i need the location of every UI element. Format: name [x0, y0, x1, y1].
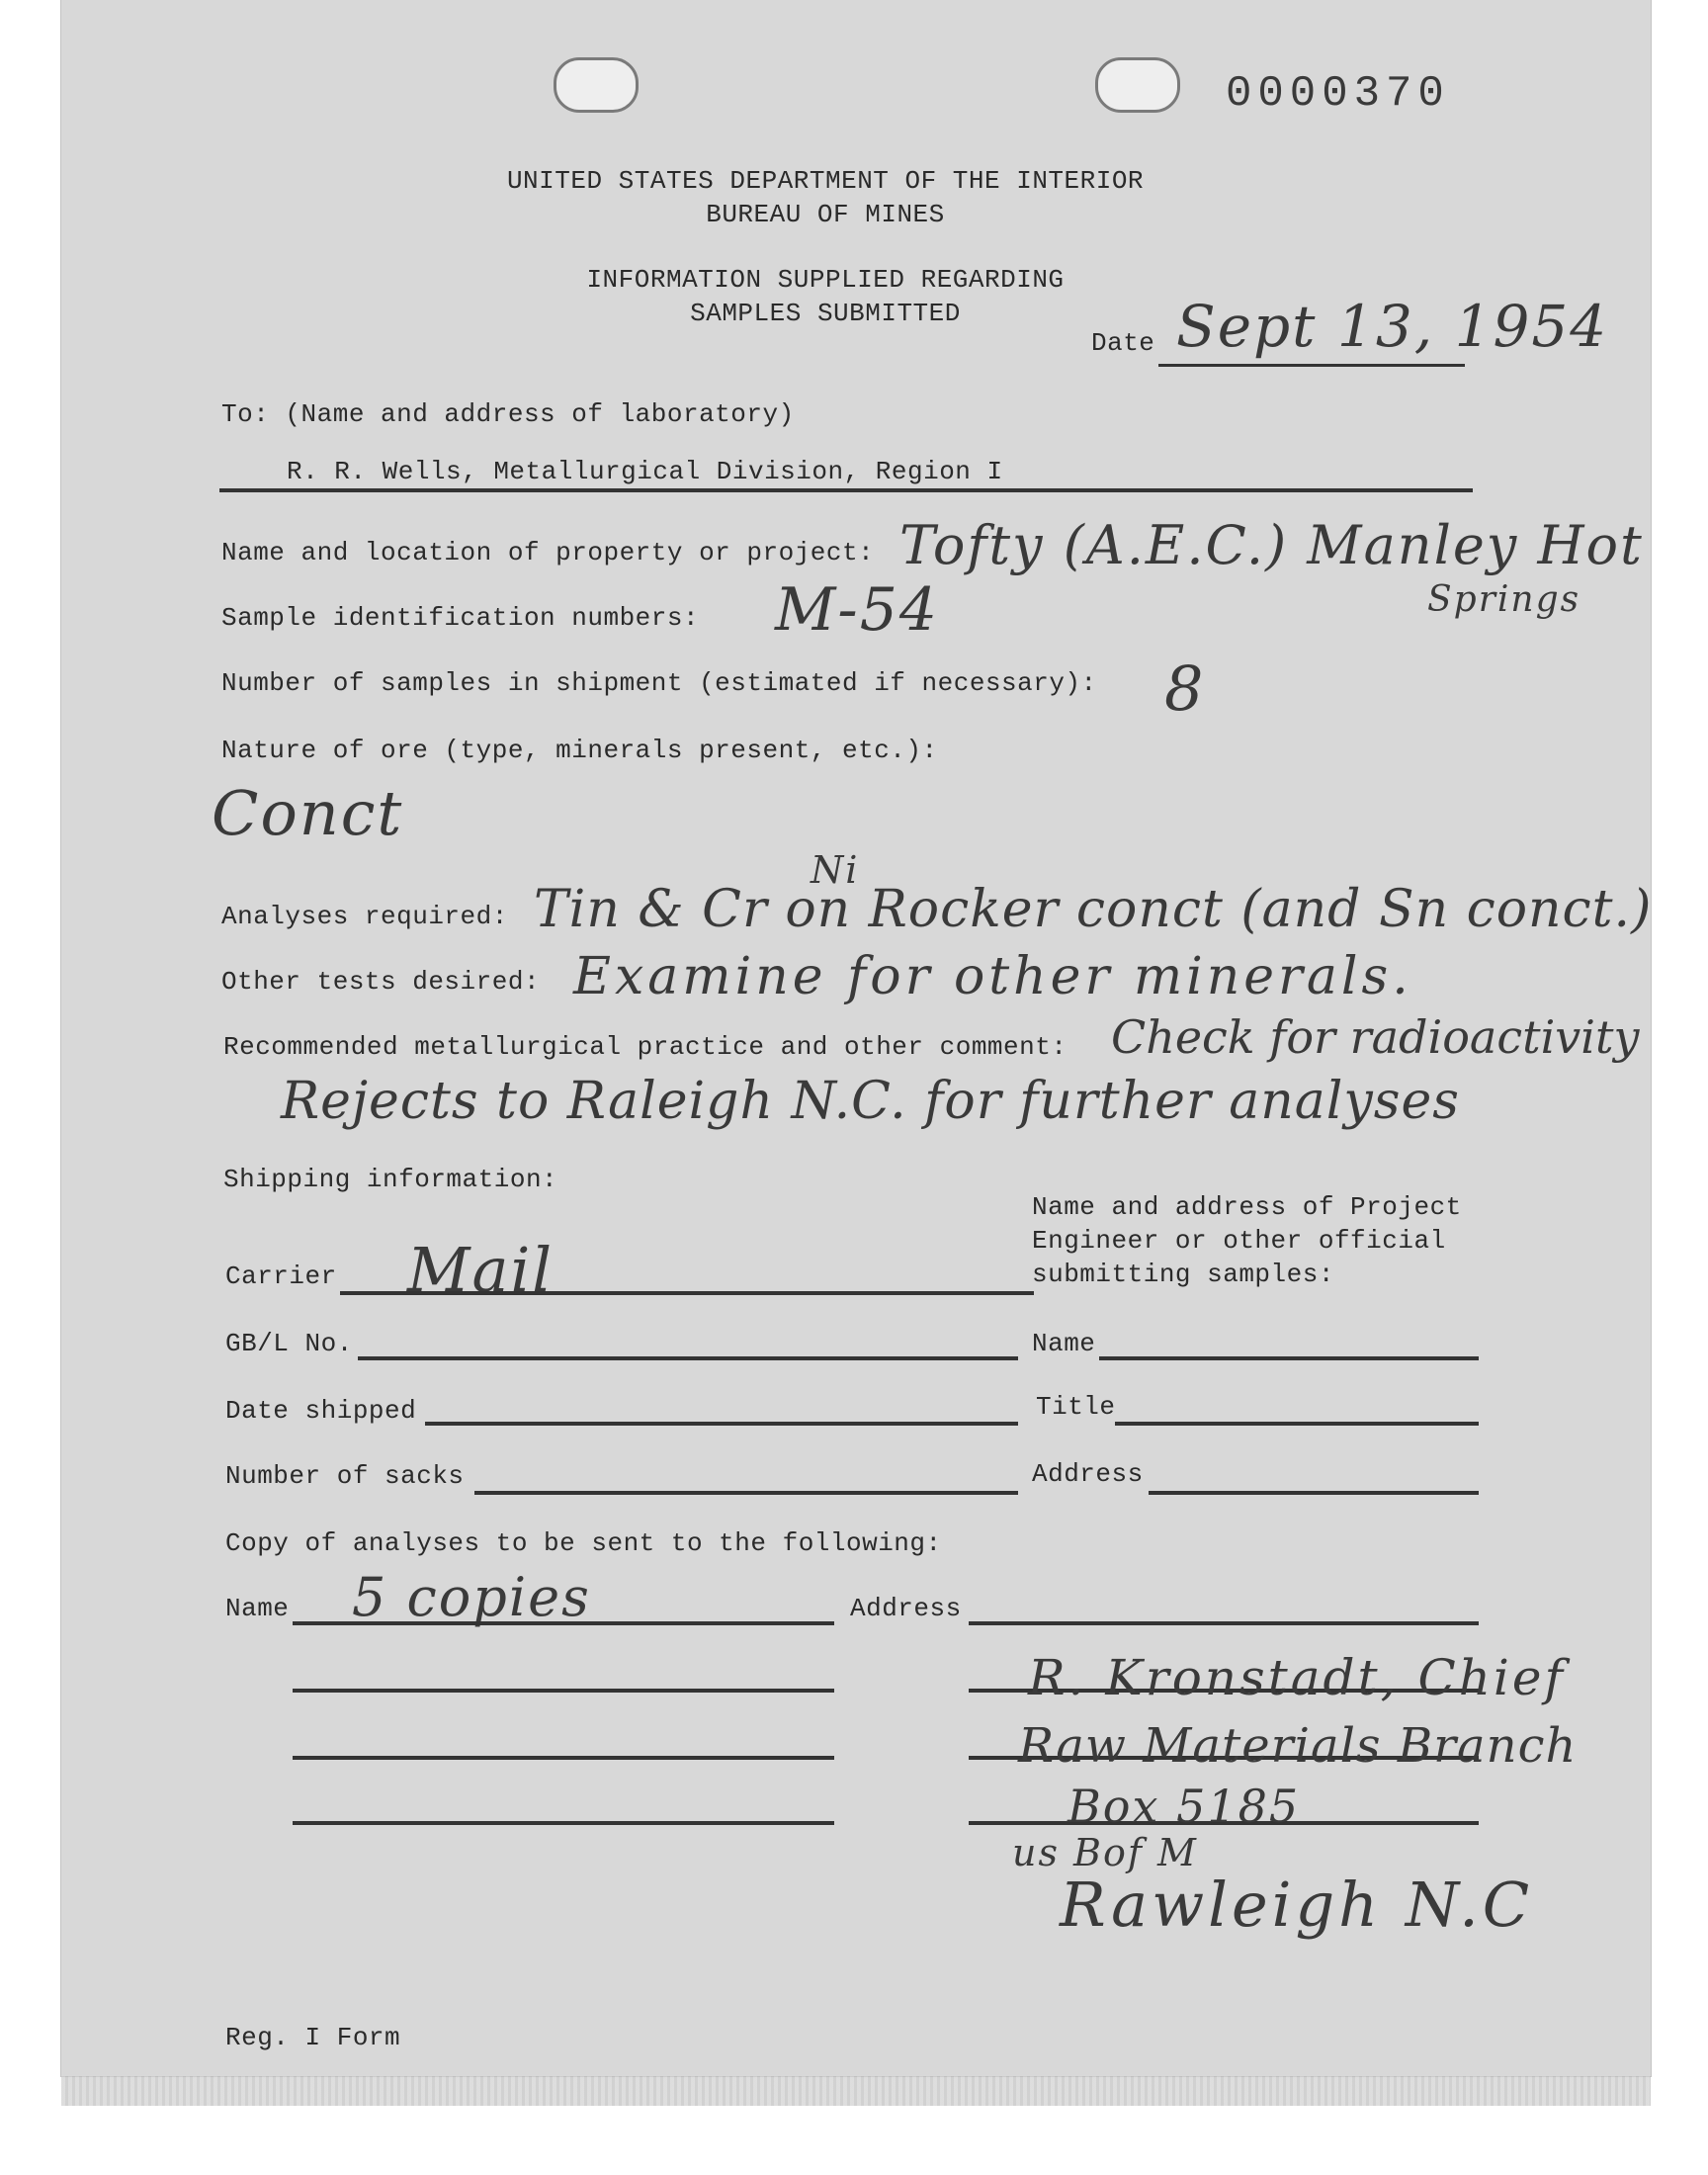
- carrier-underline: [340, 1291, 1034, 1295]
- gbl-label: GB/L No.: [225, 1329, 353, 1358]
- sacks-label: Number of sacks: [225, 1461, 465, 1491]
- date-value[interactable]: Sept 13, 1954: [1176, 293, 1609, 360]
- punch-hole-right: [1095, 57, 1180, 113]
- date-label: Date: [1091, 328, 1155, 358]
- copies-name-underline-3[interactable]: [293, 1756, 834, 1760]
- property-label: Name and location of property or project:: [221, 538, 875, 567]
- analyses-value[interactable]: Tin & Cr on Rocker conct (and Sn conct.): [534, 880, 1653, 939]
- carrier-label: Carrier: [225, 1262, 337, 1291]
- gbl-underline[interactable]: [358, 1356, 1018, 1360]
- serial-number: 0000370: [1226, 69, 1450, 119]
- num-samples-label: Number of samples in shipment (estimated if necessary):: [221, 668, 1097, 698]
- copies-address-label: Address: [850, 1594, 962, 1623]
- sacks-underline[interactable]: [474, 1491, 1018, 1495]
- copies-name-value[interactable]: 5 copies: [352, 1566, 591, 1628]
- analyses-label: Analyses required:: [221, 902, 508, 931]
- engineer-name-underline[interactable]: [1099, 1356, 1479, 1360]
- form-footer: Reg. I Form: [225, 2023, 401, 2052]
- copies-address-underline: [969, 1621, 1479, 1625]
- recommended-value-line1[interactable]: Check for radioactivity: [1111, 1010, 1640, 1064]
- engineer-title-label: Title: [1036, 1392, 1116, 1422]
- copies-name-underline-2[interactable]: [293, 1689, 834, 1693]
- property-value[interactable]: Tofty (A.E.C.) Manley Hot: [899, 514, 1644, 576]
- punch-hole-left: [554, 57, 639, 113]
- engineer-heading-line2: Engineer or other official: [1032, 1226, 1446, 1256]
- date-shipped-label: Date shipped: [225, 1396, 417, 1426]
- copies-name-underline: [293, 1621, 834, 1625]
- bureau-heading: BUREAU OF MINES: [706, 200, 945, 229]
- sample-ids-label: Sample identification numbers:: [221, 603, 700, 633]
- form-title-line1: INFORMATION SUPPLIED REGARDING: [586, 265, 1065, 295]
- department-heading: UNITED STATES DEPARTMENT OF THE INTERIOR: [506, 166, 1145, 196]
- date-shipped-underline[interactable]: [425, 1422, 1018, 1426]
- ore-nature-value[interactable]: Conct: [212, 777, 404, 849]
- copies-address-line2[interactable]: Raw Materials Branch: [1018, 1718, 1578, 1774]
- engineer-name-label: Name: [1032, 1329, 1096, 1358]
- copies-address-line4[interactable]: us Bof M: [1012, 1831, 1198, 1874]
- engineer-address-label: Address: [1032, 1459, 1144, 1489]
- shipping-label: Shipping information:: [223, 1165, 558, 1194]
- copies-address-line3[interactable]: Box 5185: [1068, 1780, 1301, 1833]
- copies-address-line5[interactable]: Rawleigh N.C: [1060, 1869, 1534, 1941]
- recommended-value-line2[interactable]: Rejects to Raleigh N.C. for further analyses: [281, 1072, 1460, 1131]
- copies-address-line1[interactable]: R. Kronstadt, Chief: [1028, 1649, 1566, 1706]
- recommended-label: Recommended metallurgical practice and other comment:: [223, 1032, 1068, 1062]
- other-tests-value[interactable]: Examine for other minerals.: [573, 947, 1412, 1006]
- copies-name-underline-4[interactable]: [293, 1821, 834, 1825]
- copies-name-label: Name: [225, 1594, 290, 1623]
- to-underline: [219, 488, 1473, 492]
- engineer-address-underline[interactable]: [1149, 1491, 1479, 1495]
- engineer-title-underline[interactable]: [1115, 1422, 1479, 1426]
- analyses-insert[interactable]: Ni: [811, 848, 860, 892]
- scan-edge-strip: [61, 2076, 1651, 2106]
- to-value[interactable]: R. R. Wells, Metallurgical Division, Region I: [287, 457, 1003, 486]
- to-label: To: (Name and address of laboratory): [221, 399, 795, 429]
- engineer-heading-line1: Name and address of Project: [1032, 1192, 1462, 1222]
- sample-ids-value[interactable]: M-54: [775, 575, 940, 645]
- engineer-heading-line3: submitting samples:: [1032, 1260, 1334, 1289]
- date-underline: [1158, 364, 1465, 367]
- num-samples-value[interactable]: 8: [1164, 652, 1206, 725]
- ore-nature-label: Nature of ore (type, minerals present, etc.):: [221, 736, 938, 765]
- other-tests-label: Other tests desired:: [221, 967, 541, 997]
- form-title-line2: SAMPLES SUBMITTED: [690, 299, 961, 328]
- carrier-value[interactable]: Mail: [407, 1234, 555, 1306]
- copies-label: Copy of analyses to be sent to the following:: [225, 1528, 942, 1558]
- property-value-line2[interactable]: Springs: [1427, 579, 1581, 620]
